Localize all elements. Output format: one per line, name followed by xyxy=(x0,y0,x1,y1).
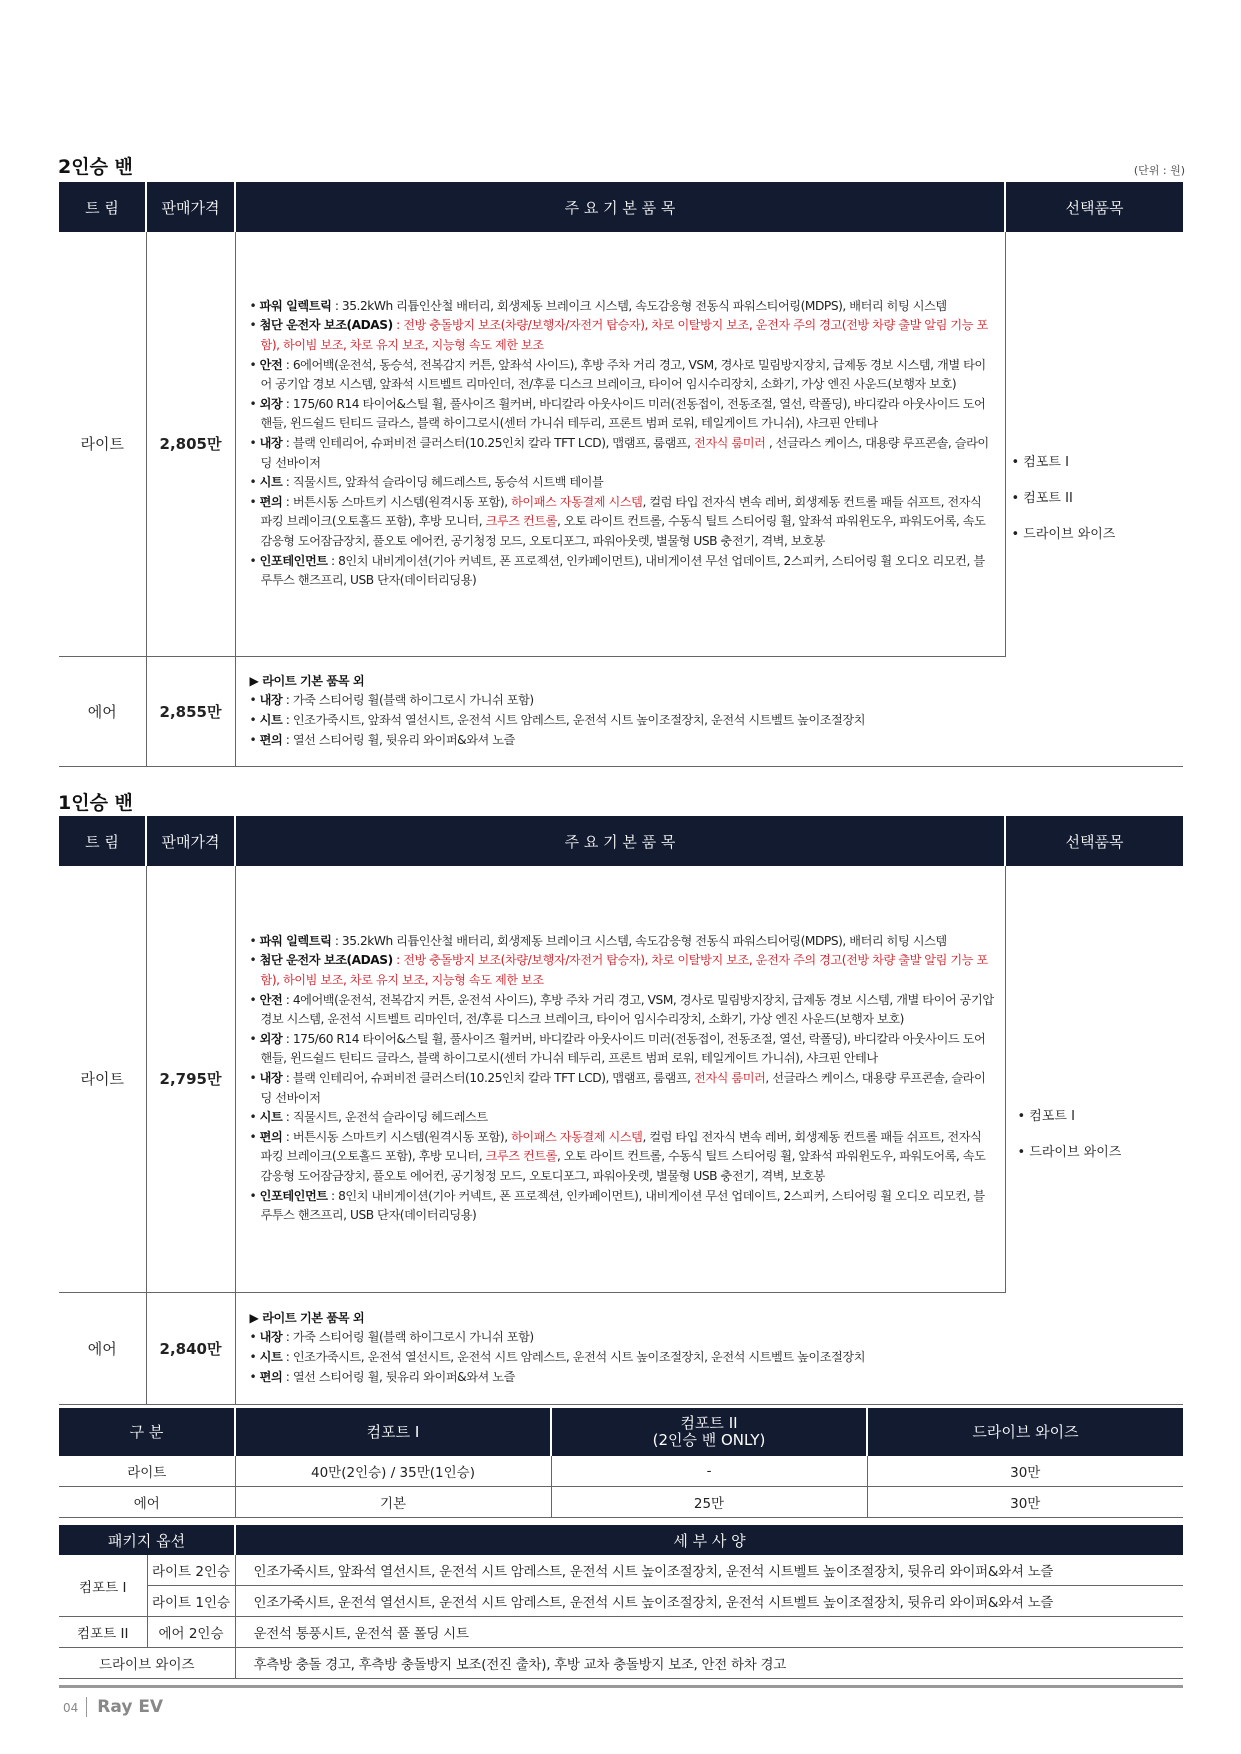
table-row xyxy=(59,1586,1183,1617)
package-desc: 후측방 충돌 경고, 후측방 충돌방지 보조(전진 출차), 후방 교차 충돌방지 보조, 안전 하차 경고 xyxy=(235,1648,1183,1679)
one-seat-trim-table xyxy=(59,816,1183,1405)
feature-text: • xyxy=(249,1330,260,1345)
feature-line xyxy=(250,932,995,952)
feature-text: 크루즈 컨트롤 xyxy=(485,514,557,529)
option-item: • 컴포트 I xyxy=(1017,1108,1075,1124)
feature-text: 첨단 운전자 보조(ADAS) xyxy=(259,953,393,968)
feature-list xyxy=(235,866,1005,1292)
trim-name: 에어 xyxy=(59,656,146,766)
feature-text: : 35.2kWh 리튬인산철 배터리, 회생제동 브레이크 시스템, 속도감응형 전동식 파워스티어링(MDPS), 배터리 히팅 시스템 xyxy=(331,933,947,948)
feature-text: : 8인치 내비게이션(기아 커넥트, 폰 프로젝션, 인카페이먼트), 내비게이션 무선 업데이트, 2스피커, 스티어링 휠 오디오 리모컨, 블루투스 핸즈프리, USB 단자(데이터리딩용) xyxy=(260,553,985,588)
feature-text: : 열선 스티어링 휠, 뒷유리 와이퍼&와셔 노즐 xyxy=(282,1369,515,1384)
feature-text: 내장 xyxy=(259,1330,283,1345)
option-price-table xyxy=(59,1408,1183,1518)
trim-price: 2,840만 xyxy=(146,1292,235,1404)
feature-line xyxy=(250,316,995,355)
feature-text: : 열선 스티어링 휠, 뒷유리 와이퍼&와셔 노즐 xyxy=(282,732,515,747)
feature-text: • xyxy=(249,396,260,411)
feature-text: • xyxy=(249,732,260,747)
section-title-one-seat: 1인승 밴 xyxy=(58,792,133,814)
option-item: • 컴포트 II xyxy=(1011,490,1073,506)
feature-text: , 컬럼 타입 전자식 변속 레버, 회생제동 컨트롤 패들 쉬프트, 전자식 파킹 브레이크(오토홀드 포함), 후방 모니터, xyxy=(260,494,982,529)
header-options: 선택품목 xyxy=(1005,182,1183,232)
feature-text: 파워 일렉트릭 xyxy=(259,933,332,948)
package-name: 컴포트 II xyxy=(59,1617,147,1648)
trim-name: 라이트 xyxy=(59,232,146,656)
feature-text: 전자식 룸미러 xyxy=(694,1070,766,1085)
footer xyxy=(63,1697,163,1717)
feature-text: • xyxy=(249,494,260,509)
header-comfort2-label: 컴포트 II xyxy=(680,1414,738,1432)
header-price: 판매가격 xyxy=(146,816,235,866)
feature-text: 편의 xyxy=(259,494,283,509)
header-trim: 트 림 xyxy=(59,816,146,866)
feature-line xyxy=(250,552,995,591)
feature-text: 내장 xyxy=(259,693,283,708)
two-seat-trim-table xyxy=(59,182,1183,767)
comfort1-price: 기본 xyxy=(235,1487,551,1518)
feature-text: • xyxy=(249,1031,260,1046)
package-sub: 라이트 2인승 xyxy=(147,1555,235,1586)
feature-text: • xyxy=(249,318,260,333)
feature-line xyxy=(250,1108,995,1128)
feature-text: • xyxy=(249,1369,260,1384)
trim-price: 2,855만 xyxy=(146,656,235,766)
feature-text: 시트 xyxy=(259,1350,283,1364)
feature-text: : 4에어백(운전석, 전복감지 커튼, 운전석 사이드), 후방 주차 거리 경고, VSM, 경사로 밀림방지장치, 급제동 경보 시스템, 개별 타이어 공기압 경보 시스템, 운전석 시트벨트 리마인더, 전/후륜 디스크 브레이크, 타이어 임시수리장치, 소화기, 가상 엔진 사운드(보행자 보호) xyxy=(260,992,994,1027)
feature-text: : 175/60 R14 타이어&스틸 휠, 풀사이즈 휠커버, 바디칼라 아웃사이드 미러(전동접이, 전동조절, 열선, 락폴딩), 바디칼라 아웃사이드 도어핸들, 윈드쉴드 틴티드 글라스, 블랙 하이그로시(센터 가니쉬 테두리, 프론트 범퍼 로워, 테일게이트 가니쉬), 샤크핀 안테나 xyxy=(260,396,986,431)
feature-text: • xyxy=(249,1110,260,1125)
feature-text: 편의 xyxy=(259,1129,283,1144)
header-drivewise: 드라이브 와이즈 xyxy=(867,1408,1183,1456)
feature-text: • xyxy=(249,1350,260,1364)
feature-text: : 175/60 R14 타이어&스틸 휠, 풀사이즈 휠커버, 바디칼라 아웃사이드 미러(전동접이, 전동조절, 열선, 락폴딩), 바디칼라 아웃사이드 도어핸들, 윈드쉴드 틴티드 글라스, 블랙 하이그로시(센터 가니쉬 테두리, 프론트 범퍼 로워, 테일게이트 가니쉬), 샤크핀 안테나 xyxy=(260,1031,986,1066)
feature-text: 하이패스 자동결제 시스템 xyxy=(511,1129,643,1144)
table-row xyxy=(59,232,1183,656)
header-package: 패키지 옵션 xyxy=(59,1525,235,1555)
drivewise-price: 30만 xyxy=(867,1487,1183,1518)
feature-line xyxy=(250,1069,995,1108)
trim-price: 2,795만 xyxy=(146,866,235,1292)
feature-line xyxy=(250,672,996,692)
feature-text: 인포테인먼트 xyxy=(259,553,328,568)
feature-text: 시트 xyxy=(259,713,283,727)
feature-line xyxy=(250,691,996,711)
feature-text: 첨단 운전자 보조(ADAS) xyxy=(259,318,393,333)
feature-text: : 블랙 인테리어, 슈퍼비전 클러스터(10.25인치 칼라 TFT LCD), 맵램프, 룸램프, xyxy=(282,435,695,450)
feature-text: 안전 xyxy=(259,357,283,372)
package-name: 컴포트 I xyxy=(59,1555,147,1617)
feature-line xyxy=(250,731,996,751)
table-row xyxy=(59,866,1183,1292)
feature-text: : 직물시트, 운전석 슬라이딩 헤드레스트 xyxy=(282,1110,488,1125)
feature-text: 크루즈 컨트롤 xyxy=(485,1149,557,1164)
package-desc: 인조가죽시트, 앞좌석 열선시트, 운전석 시트 암레스트, 운전석 시트 높이조절장치, 운전석 시트벨트 높이조절장치, 뒷유리 와이퍼&와셔 노즐 xyxy=(235,1555,1183,1586)
package-desc: 인조가죽시트, 운전석 열선시트, 운전석 시트 암레스트, 운전석 시트 높이조절장치, 운전석 시트벨트 높이조절장치, 뒷유리 와이퍼&와셔 노즐 xyxy=(235,1586,1183,1617)
feature-text: : 가죽 스티어링 휠(블랙 하이그로시 가니쉬 포함) xyxy=(282,1330,534,1345)
feature-text: , 선글라스 케이스, 대용량 루프콘솔, 슬라이딩 선바이저 xyxy=(260,1070,986,1105)
feature-text: , 선글라스 케이스, 대용량 루프콘솔, 슬라이딩 선바이저 xyxy=(260,435,989,470)
feature-text: 시트 xyxy=(259,1110,283,1125)
feature-text: • xyxy=(249,553,260,568)
option-item: • 드라이브 와이즈 xyxy=(1017,1144,1122,1160)
table-row xyxy=(59,1648,1183,1679)
header-detail: 세 부 사 양 xyxy=(235,1525,1183,1555)
feature-text: • xyxy=(249,992,260,1007)
trim-price: 2,805만 xyxy=(146,232,235,656)
option-trim: 라이트 xyxy=(59,1456,235,1487)
trim-name: 에어 xyxy=(59,1292,146,1404)
feature-text: : 인조가죽시트, 앞좌석 열선시트, 운전석 시트 암레스트, 운전석 시트 높이조절장치, 운전석 시트벨트 높이조절장치 xyxy=(282,713,866,727)
header-price: 판매가격 xyxy=(146,182,235,232)
footer-divider xyxy=(59,1685,1183,1688)
feature-text: 내장 xyxy=(259,1070,283,1085)
comfort2-price: 25만 xyxy=(551,1487,867,1518)
feature-text: 파워 일렉트릭 xyxy=(259,298,332,313)
option-trim: 에어 xyxy=(59,1487,235,1518)
header-comfort2 xyxy=(551,1408,867,1456)
feature-text: 편의 xyxy=(259,732,283,747)
comfort2-price: - xyxy=(551,1456,867,1487)
feature-text: • xyxy=(249,713,260,727)
feature-text: : 버튼시동 스마트키 시스템(원격시동 포함), xyxy=(282,494,512,509)
option-list xyxy=(1005,232,1183,766)
feature-text: 편의 xyxy=(259,1369,283,1384)
feature-text: 외장 xyxy=(259,396,283,411)
feature-line xyxy=(250,1309,996,1329)
feature-text: ▶ 라이트 기본 품목 외 xyxy=(249,1310,365,1325)
feature-text: : 전방 충돌방지 보조(차량/보행자/자전거 탑승자), 차로 이탈방지 보조, 운전자 주의 경고(전방 차량 출발 알림 기능 포함), 하이빔 보조, 차로 유지 보조, 지능형 속도 제한 보조 xyxy=(260,318,988,352)
feature-text: , 컬럼 타입 전자식 변속 레버, 회생제동 컨트롤 패들 쉬프트, 전자식 파킹 브레이크(오토홀드 포함), 후방 모니터, xyxy=(260,1129,982,1164)
option-item: • 컴포트 I xyxy=(1011,454,1069,470)
feature-line xyxy=(250,1128,995,1187)
feature-line xyxy=(250,1030,995,1069)
feature-text: • xyxy=(249,435,260,450)
feature-text: : 버튼시동 스마트키 시스템(원격시동 포함), xyxy=(282,1129,512,1144)
feature-text: 전자식 룸미러 xyxy=(694,435,766,450)
feature-text: • xyxy=(249,1070,260,1085)
comfort1-price: 40만(2인승) / 35만(1인승) xyxy=(235,1456,551,1487)
table-row xyxy=(59,1487,1183,1518)
feature-text: 하이패스 자동결제 시스템 xyxy=(511,494,643,509)
feature-text: : 인조가죽시트, 운전석 열선시트, 운전석 시트 암레스트, 운전석 시트 높이조절장치, 운전석 시트벨트 높이조절장치 xyxy=(282,1350,866,1364)
feature-line xyxy=(250,434,995,473)
feature-line xyxy=(250,1328,996,1348)
feature-line xyxy=(250,356,995,395)
feature-text: 인포테인먼트 xyxy=(259,1188,328,1203)
package-desc: 운전석 통풍시트, 운전석 풀 폴딩 시트 xyxy=(235,1617,1183,1648)
feature-text: 안전 xyxy=(259,992,283,1007)
header-comfort1: 컴포트 I xyxy=(235,1408,551,1456)
feature-text: : 블랙 인테리어, 슈퍼비전 클러스터(10.25인치 칼라 TFT LCD), 맵램프, 룸램프, xyxy=(282,1070,695,1085)
header-comfort2-note: (2인승 밴 ONLY) xyxy=(652,1431,766,1449)
package-sub: 에어 2인승 xyxy=(147,1617,235,1648)
option-list xyxy=(1005,866,1183,1404)
page-number: 04 xyxy=(63,1701,79,1715)
feature-text: : 35.2kWh 리튬인산철 배터리, 회생제동 브레이크 시스템, 속도감응형 전동식 파워스티어링(MDPS), 배터리 히팅 시스템 xyxy=(331,298,947,313)
feature-list xyxy=(235,1292,1005,1404)
feature-text: , 오토 라이트 컨트롤, 수동식 틸트 스티어링 휠, 앞좌석 파워윈도우, 파워도어록, 속도 감응형 도어잠금장치, 풀오토 에어컨, 공기청정 모드, 오토디포그, 파워아웃렛, 별물형 USB 충전기, 격벽, 보호봉 xyxy=(260,514,986,548)
feature-line xyxy=(250,1368,996,1388)
feature-text: • xyxy=(249,933,260,948)
feature-line xyxy=(250,395,995,434)
feature-line xyxy=(250,1348,996,1368)
feature-text: • xyxy=(249,298,260,313)
feature-text: , 오토 라이트 컨트롤, 수동식 틸트 스티어링 휠, 앞좌석 파워윈도우, 파워도어록, 속도 감응형 도어잠금장치, 풀오토 에어컨, 공기청정 모드, 오토디포그, 파워아웃렛, 별물형 USB 충전기, 격벽, 보호봉 xyxy=(260,1149,986,1183)
header-trim: 트 림 xyxy=(59,182,146,232)
feature-list xyxy=(235,232,1005,656)
section-title-two-seat: 2인승 밴 xyxy=(58,156,133,178)
feature-text: : 6에어백(운전석, 동승석, 전복감지 커튼, 앞좌석 사이드), 후방 주차 거리 경고, VSM, 경사로 밀림방지장치, 급제동 경보 시스템, 개별 타이어 공기압 경보 시스템, 앞좌석 시트벨트 리마인더, 전/후륜 디스크 브레이크, 타이어 임시수리장치, 소화기, 가상 엔진 사운드(보행자 보호) xyxy=(260,357,986,392)
feature-line xyxy=(250,1187,995,1226)
brand-name: Ray EV xyxy=(97,1697,164,1717)
feature-text: ▶ 라이트 기본 품목 외 xyxy=(249,673,365,688)
table-row xyxy=(59,1456,1183,1487)
feature-text: : 직물시트, 앞좌석 슬라이딩 헤드레스트, 동승석 시트백 테이블 xyxy=(282,475,604,490)
feature-text: • xyxy=(249,1129,260,1144)
header-main-items: 주 요 기 본 품 목 xyxy=(235,816,1005,866)
feature-text: 내장 xyxy=(259,435,283,450)
table-row xyxy=(59,1617,1183,1648)
table-row xyxy=(59,1555,1183,1586)
drivewise-price: 30만 xyxy=(867,1456,1183,1487)
feature-text: : 전방 충돌방지 보조(차량/보행자/자전거 탑승자), 차로 이탈방지 보조, 운전자 주의 경고(전방 차량 출발 알림 기능 포함), 하이빔 보조, 차로 유지 보조, 지능형 속도 제한 보조 xyxy=(260,953,988,987)
feature-line xyxy=(250,493,995,552)
feature-text: 시트 xyxy=(259,475,283,490)
option-item: • 드라이브 와이즈 xyxy=(1011,526,1116,542)
feature-line xyxy=(250,711,996,731)
feature-line xyxy=(250,951,995,990)
header-main-items: 주 요 기 본 품 목 xyxy=(235,182,1005,232)
package-name: 드라이브 와이즈 xyxy=(59,1648,235,1679)
feature-text: • xyxy=(249,1188,260,1203)
feature-text: • xyxy=(249,357,260,372)
feature-text: • xyxy=(249,693,260,708)
feature-text: • xyxy=(249,953,260,968)
footer-separator xyxy=(86,1697,87,1717)
header-options: 선택품목 xyxy=(1005,816,1183,866)
feature-text: : 8인치 내비게이션(기아 커넥트, 폰 프로젝션, 인카페이먼트), 내비게이션 무선 업데이트, 2스피커, 스티어링 휠 오디오 리모컨, 블루투스 핸즈프리, USB 단자(데이터리딩용) xyxy=(260,1188,985,1223)
feature-text: 외장 xyxy=(259,1031,283,1046)
feature-line xyxy=(250,297,995,317)
trim-name: 라이트 xyxy=(59,866,146,1292)
feature-line xyxy=(250,473,995,493)
unit-note: (단위 : 원) xyxy=(1133,164,1185,177)
header-category: 구 분 xyxy=(59,1408,235,1456)
feature-text: • xyxy=(249,475,260,490)
feature-line xyxy=(250,991,995,1030)
feature-list xyxy=(235,656,1005,766)
feature-text: : 가죽 스티어링 휠(블랙 하이그로시 가니쉬 포함) xyxy=(282,693,534,708)
package-table xyxy=(59,1525,1183,1679)
package-sub: 라이트 1인승 xyxy=(147,1586,235,1617)
